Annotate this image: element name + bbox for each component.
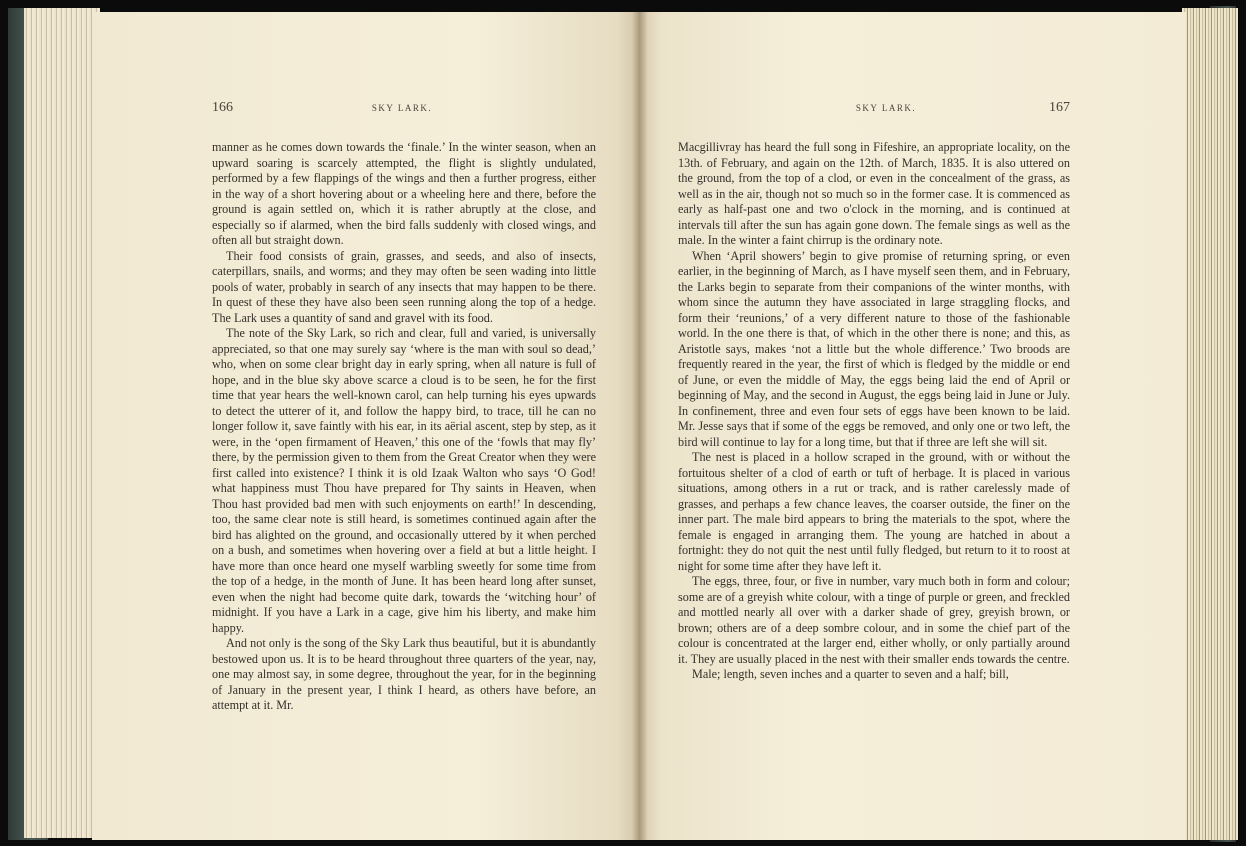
left-page-number: 166: [212, 100, 233, 115]
book-gutter: [632, 12, 648, 840]
right-paragraph-5: Male; length, seven inches and a quarter to seven and a half; bill,: [692, 667, 1009, 681]
left-page: [92, 12, 640, 840]
left-paragraph-3: The note of the Sky Lark, so rich and clear, full and varied, is universally appreciated, so that one may surely say ‘where is the man with soul so dead,’ who, when on some clear bright day in early spring, when all nature is full of hope, and in the blue sky above scarce a cloud is to be seen, he for the first time that year hears the well-known carol, can help turning his eyes upwards to detect the utterer of it, and follow the happy bird, to trace, till he can no longer follow it, save faintly with his ear, in its aërial ascent, step by step, as it were, in the ‘open firmament of Heaven,’ this one of the ‘fowls that may fly’ there, by the permission given to them from the Great Creator when they were first called into existence? I think it is old Izaak Walton who says ‘O God! what happiness must Thou have prepared for Thy saints in Heaven, when Thou hast provided bad men with such enjoyments on earth!’ In descending, too, the same clear note is still heard, is sometimes continued again after the bird has alighted on the ground, and occasionally uttered by it when perched on a bush, and sometimes when hovering over a field at but a little height. I have more than once heard one myself warbling sweetly for some time from the top of a hedge, in the month of June. It has been heard long after sunset, even when the night had become quite dark, towards the ‘witching hour’ of midnight. If you have a Lark in a cage, give him his liberty, and make him happy.: [212, 326, 596, 635]
right-body-text: [678, 140, 1070, 683]
left-paragraph-4: And not only is the song of the Sky Lark thus beautiful, but it is abundantly bestowed upon us. It is to be heard throughout three quarters of the year, nay, one may almost say, in some degree, throughout the year, for in the beginning of January in the present year, I think I heard, as others have before, an attempt at it. Mr.: [212, 636, 596, 712]
page-edges-left: [24, 8, 100, 838]
right-paragraph-4: The eggs, three, four, or five in number, vary much both in form and colour; some are of a greyish white colour, with a tinge of purple or green, and freckled and mottled nearly all over with a darker shade of grey, greyish brown, or brown; others are of a deep sombre colour, and in some the chief part of the colour is concentrated at the larger end, either wholly, or only partially around it. They are usually placed in the nest with their smaller ends towards the centre.: [678, 574, 1070, 666]
left-running-head: [212, 100, 600, 118]
left-paragraph-2: Their food consists of grain, grasses, and seeds, and also of insects, caterpillars, snails, and worms; and they may often be seen wading into little pools of water, probably in search of any insects that may happen to be there. In quest of these they have also been seen running along the top of a hedge. The Lark uses a quantity of sand and gravel with its food.: [212, 248, 596, 325]
page-edges-right: [1182, 8, 1238, 840]
right-page-number: 167: [1049, 100, 1070, 115]
right-paragraph-3: The nest is placed in a hollow scraped in the ground, with or without the fortuitous shelter of a clod of earth or tuft of herbage. It is placed in various situations, among others in a rut or track, and is rather carelessly made of grasses, and perhaps a few chance leaves, the coarser outside, the finer on the inner part. The male bird appears to bring the materials to the spot, where the female is engaged in arranging them. The young are hatched in about a fortnight: they do not quit the nest until fully fledged, but return to it to roost at night for some time after they have left it.: [678, 450, 1070, 573]
left-body-text: [212, 140, 596, 714]
left-paragraph-1: manner as he comes down towards the ‘finale.’ In the winter season, when an upward soaring is scarcely attempted, the flight is slightly undulated, performed by a few flappings of the wings and then a further progress, either in the way of a short hovering about or a wheeling here and there, before the ground is again settled on, which it is rather abruptly at the close, and especially so if alarmed, when the bird falls suddenly with closed wings, and often all but straight down.: [212, 140, 596, 247]
right-page: [640, 12, 1186, 840]
right-running-head: [678, 100, 1070, 118]
right-paragraph-1: Macgillivray has heard the full song in Fifeshire, an appropriate locality, on the 13th. of February, and again on the 12th. of March, 1835. It is also uttered on the ground, from the top of a clod, or even in the concealment of the grass, as well as in the air, though not so much so in the former case. It is commenced as early as half-past one and two o'clock in the morning, and is continued at intervals till after the sun has again gone down. The female sings as well as the male. In the winter a faint chirrup is the ordinary note.: [678, 140, 1070, 247]
right-paragraph-2: When ‘April showers’ begin to give promise of returning spring, or even earlier, in the beginning of March, as I have myself seen them, and in February, the Larks begin to separate from their companions of the winter months, with whom since the autumn they have associated in large straggling flocks, and form their ‘reunions,’ of a very different nature to those of the fashionable world. In the one there is that, of which in the other there is none; and this, as Aristotle says, makes ‘not a little but the whole difference.’ Two broods are frequently reared in the year, the first of which is fledged by the middle or end of June, or even the middle of May, the eggs being laid the end of April or beginning of May, and the second in August, the eggs being laid in June or July. In confinement, three and even four sets of eggs have been known to be laid. Mr. Jesse says that if some of the eggs be removed, and only one or two left, the bird will continue to lay for a long time, but that if three are left she will sit.: [678, 248, 1070, 449]
right-running-title: SKY LARK.: [855, 103, 917, 113]
left-running-title: SKY LARK.: [371, 103, 433, 113]
